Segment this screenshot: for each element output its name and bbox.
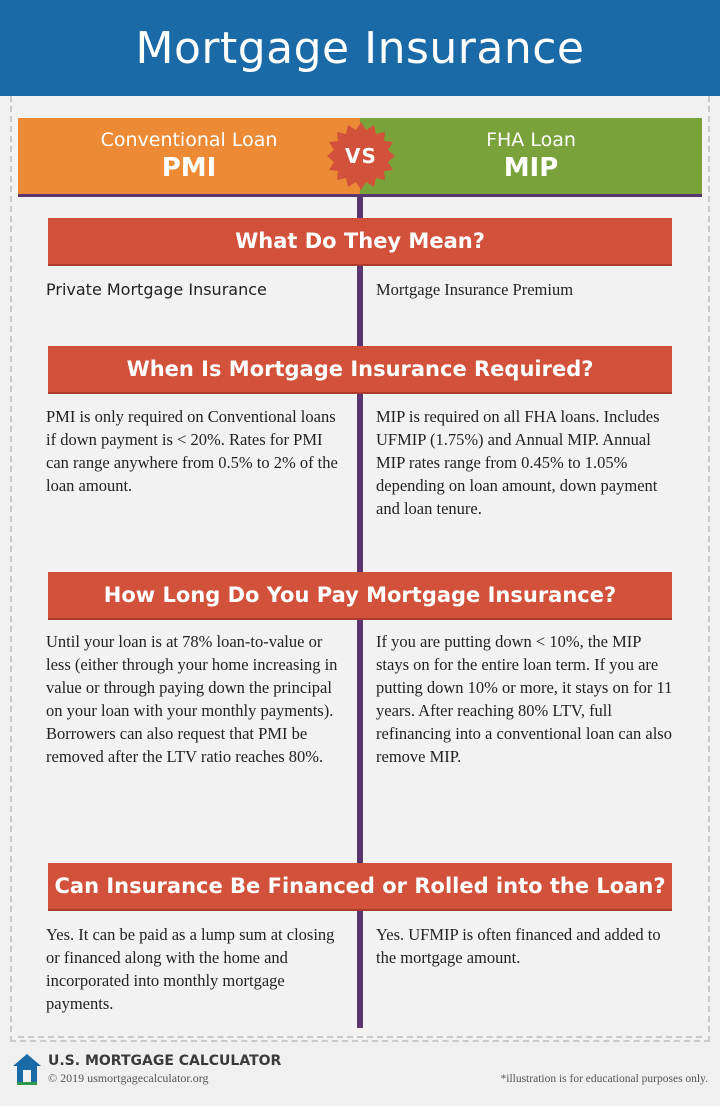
mip-subtitle: FHA Loan: [486, 129, 576, 151]
vs-badge: [326, 121, 396, 191]
footer-divider: [18, 1036, 702, 1038]
pmi-subtitle: Conventional Loan: [100, 129, 278, 151]
meaning-mip-text: Mortgage Insurance Premium: [376, 280, 574, 299]
duration-mip-text: If you are putting down < 10%, the MIP stays on for the entire loan term. If you are putting down 10% or more, it stays on for 11 years. After reaching 80% LTV, full refinancing into a conventional loan can also remove MIP.: [376, 632, 673, 766]
financed-mip-text: Yes. UFMIP is often financed and added to the mortgage amount.: [376, 925, 661, 967]
section-heading-meaning: What Do They Mean?: [48, 218, 672, 264]
house-icon: [12, 1052, 42, 1086]
pmi-banner: [18, 118, 360, 194]
section-heading-duration: How Long Do You Pay Mortgage Insurance?: [48, 572, 672, 618]
mip-title: MIP: [503, 153, 559, 183]
page-title: Mortgage Insurance: [135, 22, 585, 74]
section-heading-required: When Is Mortgage Insurance Required?: [48, 346, 672, 392]
disclaimer-text: *illustration is for educational purposes only.: [500, 1073, 708, 1085]
financed-pmi-text: Yes. It can be paid as a lump sum at closing or financed along with the home and incorporated into monthly mortgage payments.: [46, 925, 335, 1013]
vs-label: VS: [345, 144, 377, 168]
page-header: [0, 0, 720, 96]
required-mip-text: MIP is required on all FHA loans. Includes UFMIP (1.75%) and Annual MIP. Annual MIP rates range from 0.45% to 1.05% depending on loan amount, down payment and loan tenure.: [376, 407, 660, 518]
pmi-title: PMI: [161, 153, 217, 183]
required-pmi-text: PMI is only required on Conventional loans if down payment is < 20%. Rates for PMI can range anywhere from 0.5% to 2% of the loan amount.: [46, 407, 338, 495]
mip-banner: [360, 118, 702, 194]
section-heading-financed: Can Insurance Be Financed or Rolled into the Loan?: [48, 863, 672, 909]
brand-name: U.S. MORTGAGE CALCULATOR: [48, 1053, 282, 1069]
copyright-text: © 2019 usmortgagecalculator.org: [48, 1071, 209, 1085]
meaning-pmi-text: Private Mortgage Insurance: [46, 280, 267, 299]
duration-pmi-text: Until your loan is at 78% loan-to-value or less (either through your home increasing in value or through paying down the principal on your loan with your monthly payments). Borrowers can also request that PMI be removed after the LTV ratio reaches 80%.: [46, 632, 338, 766]
